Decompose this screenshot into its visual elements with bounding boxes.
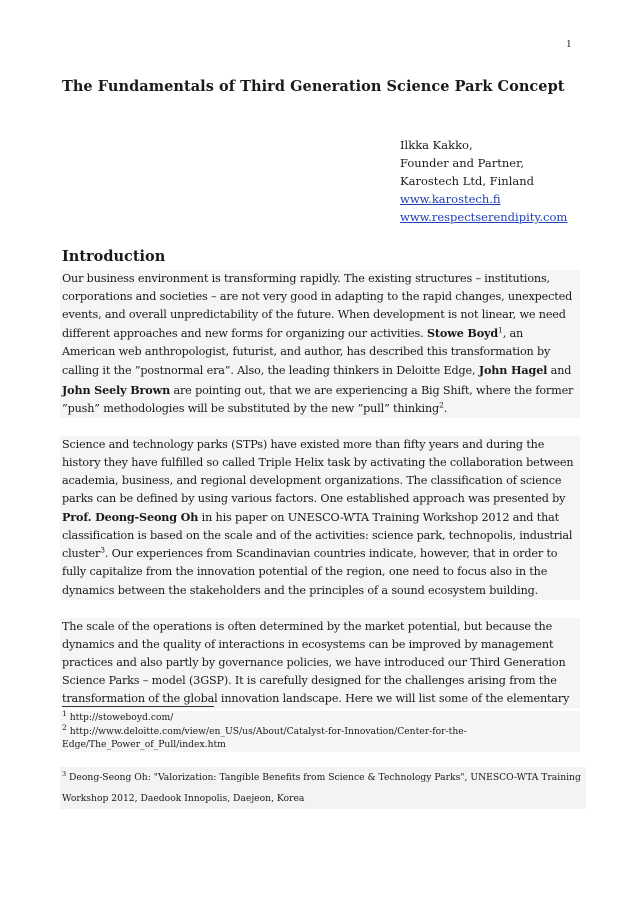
body-text	[60, 270, 580, 726]
footnote-separator	[62, 706, 214, 707]
p1-text-b: , an American web anthropologist, futurist, and author, has described this transformation by calling it the ”postnormal era”. Also, the leading thinkers in Deloitte Edge,	[62, 327, 551, 378]
footnote-1-text: http://stoweboyd.com/	[66, 712, 174, 723]
p2-text-a: Science and technology parks (STPs) have existed more than fifty years and during the history they have fulfilled so called Triple Helix task by activating the collaboration between academia, business, and regional development organizations. The classification of science parks can be defined by using various factors. One established approach was presented by	[62, 437, 574, 506]
footnote-2	[60, 722, 580, 752]
footnote-2-number: 2	[62, 722, 67, 732]
footnote-2-text: http://www.deloitte.com/view/en_US/us/About/Catalyst-for-Innovation/Center-for-the-Edge/The_Power_of_Pull/index.htm	[62, 725, 467, 750]
author-block	[400, 136, 620, 226]
footnote-ref-1[interactable]: 1	[498, 325, 503, 335]
name-deong-seong-oh: Prof. Deong-Seong Oh	[62, 510, 199, 525]
respectserendipity-link[interactable]: www.respectserendipity.com	[400, 210, 568, 224]
p2-text-c: . Our experiences from Scandinavian countries indicate, however, that in order to fully capitalize from the innovation potential of the region, one need to focus also in the dynamics between the stakeholders and the principles of a sound ecosystem building.	[62, 547, 558, 597]
paragraph-3: The scale of the operations is often determined by the market potential, but because the dynamics and the quality of interactions in ecosystems can be improved by management practices and also partly by governance policies, we have introduced our Third Generation Science Parks – model (3GSP). It is carefully designed for the challenges arising from the transformation of the global innovation landscape. Here we will list some of the elementary	[60, 618, 580, 708]
footnote-3-text: Deong-Seong Oh: "Valorization: Tangible Benefits from Science & Technology Parks", UNESCO-WTA Training Workshop 2012, Daedook Innopolis, Daejeon, Korea	[62, 772, 581, 804]
footnote-3-number: 3	[62, 769, 67, 778]
p2-text-b: in his paper on UNESCO-WTA Training Workshop 2012 and that classification is based on the scale and of the activities: science park, technopolis, industrial cluster	[62, 511, 573, 561]
name-john-seely-brown: John Seely Brown	[62, 382, 171, 397]
footnote-1-number: 1	[62, 708, 67, 718]
section-heading-introduction: Introduction	[62, 248, 166, 265]
paragraph-1	[60, 270, 580, 418]
name-john-hagel: John Hagel	[478, 363, 548, 378]
footnote-1	[60, 708, 580, 725]
footnote-ref-3[interactable]: 3	[100, 545, 105, 555]
footnote-ref-2[interactable]: 2	[439, 399, 444, 409]
p1-text-a: Our business environment is transforming rapidly. The existing structures – institutions, corporations and societies – are not very good in adapting to the rapid changes, unexpected events, and overall unpredictability of the future. When development is not linear, we need different approaches and new forms for organizing our activities.	[62, 272, 573, 341]
p1-text-d: are pointing out, that we are experiencing a Big Shift, where the former ”push” methodologies will be substituted by the new ”pull” thinking	[62, 383, 574, 415]
p1-text-c: and	[547, 364, 572, 378]
name-stowe-boyd: Stowe Boyd	[426, 326, 499, 341]
author-role: Founder and Partner,	[400, 156, 524, 170]
p1-text-e: .	[443, 401, 448, 415]
footnote-3	[60, 767, 586, 809]
author-company: Karostech Ltd, Finland	[400, 174, 534, 188]
page-number: 1	[566, 38, 572, 50]
paragraph-2	[60, 436, 580, 600]
karostech-link[interactable]: www.karostech.fi	[400, 192, 501, 206]
author-name: Ilkka Kakko,	[400, 138, 473, 152]
footnotes-block	[60, 708, 580, 752]
document-title: The Fundamentals of Third Generation Science Park Concept	[62, 78, 565, 95]
